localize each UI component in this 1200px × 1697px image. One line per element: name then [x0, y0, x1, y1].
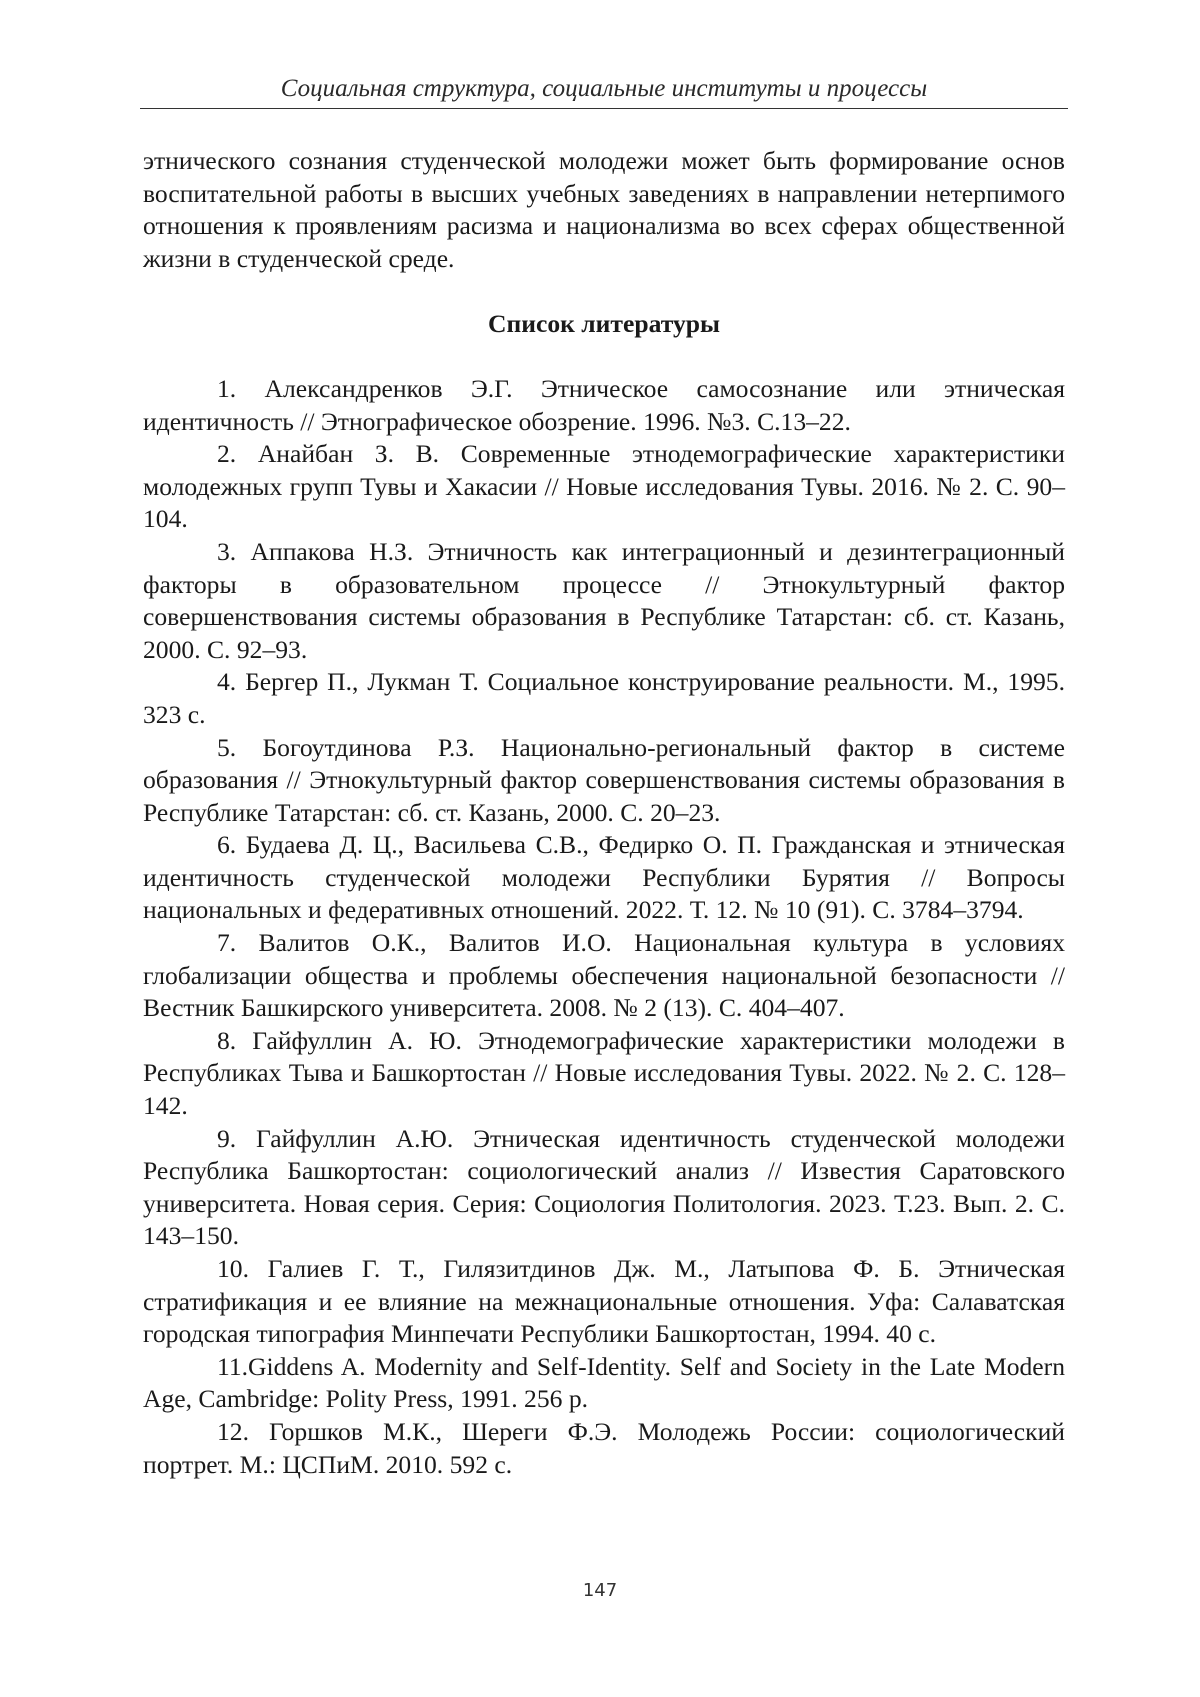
- reference-item: 6. Будаева Д. Ц., Васильева С.В., Федирко О. П. Гражданская и этническая идентичность студенческой молодежи Республики Бурятия // Вопросы национальных и федеративных отношений. 2022. Т. 12. № 10 (91). С. 3784–3794.: [143, 830, 1065, 925]
- intro-paragraph: этнического сознания студенческой молодежи может быть формирование основ воспитательной работы в высших учебных заведениях в направлении нетерпимого отношения к проявлениям расизма и национализма во всех сферах общественной жизни в студенческой среде.: [143, 146, 1065, 273]
- reference-item: 8. Гайфуллин А. Ю. Этнодемографические характеристики молодежи в Республиках Тыва и Башкортостан // Новые исследования Тувы. 2022. № 2. С. 128–142.: [143, 1025, 1065, 1121]
- running-header: Социальная структура, социальные институты и процессы: [280, 75, 928, 102]
- reference-item: 3. Аппакова Н.З. Этничность как интеграционный и дезинтеграционный факторы в образовательном процессе // Этнокультурный фактор совершенствования системы образования в Республике Татарстан: сб. ст. Казань, 2000. С. 92–93.: [143, 536, 1065, 664]
- header-divider: [140, 108, 1068, 109]
- reference-list: [143, 373, 1065, 1481]
- reference-item: 7. Валитов О.К., Валитов И.О. Национальная культура в условиях глобализации общества и проблемы обеспечения национальной безопасности // Вестник Башкирского университета. 2008. № 2 (13). С. 404–407.: [143, 928, 1065, 1023]
- reference-item: 11.Giddens A. Modernity and Self-Identity. Self and Society in the Late Modern Age, Cambridge: Polity Press, 1991. 256 p.: [143, 1351, 1065, 1414]
- reference-item: 5. Богоутдинова Р.З. Национально-региональный фактор в системе образования // Этнокультурный фактор совершенствования системы образования в Республике Татарстан: сб. ст. Казань, 2000. С. 20–23.: [143, 732, 1065, 827]
- references-title: Список литературы: [488, 309, 720, 339]
- reference-item: 12. Горшков М.К., Шереги Ф.Э. Молодежь России: социологический портрет. М.: ЦСПиМ. 2010. 592 с.: [143, 1416, 1065, 1479]
- reference-item: 1. Александренков Э.Г. Этническое самосознание или этническая идентичность // Этнографическое обозрение. 1996. №3. С.13–22.: [143, 373, 1065, 436]
- reference-item: 2. Анайбан З. В. Современные этнодемографические характеристики молодежных групп Тувы и Хакасии // Новые исследования Тувы. 2016. № 2. С. 90–104.: [143, 439, 1065, 534]
- page-number: 147: [582, 1580, 618, 1601]
- reference-item: 4. Бергер П., Лукман Т. Социальное конструирование реальности. М., 1995. 323 с.: [143, 667, 1065, 729]
- reference-item: 10. Галиев Г. Т., Гилязитдинов Дж. М., Латыпова Ф. Б. Этническая стратификация и ее влияние на межнациональные отношения. Уфа: Салаватская городская типография Минпечати Республики Башкортостан, 1994. 40 с.: [143, 1254, 1065, 1349]
- reference-item: 9. Гайфуллин А.Ю. Этническая идентичность студенческой молодежи Республика Башкортостан: социологический анализ // Известия Саратовского университета. Новая серия. Серия: Социология Политология. 2023. Т.23. Вып. 2. С. 143–150.: [143, 1123, 1065, 1251]
- page-body: [143, 145, 1065, 1481]
